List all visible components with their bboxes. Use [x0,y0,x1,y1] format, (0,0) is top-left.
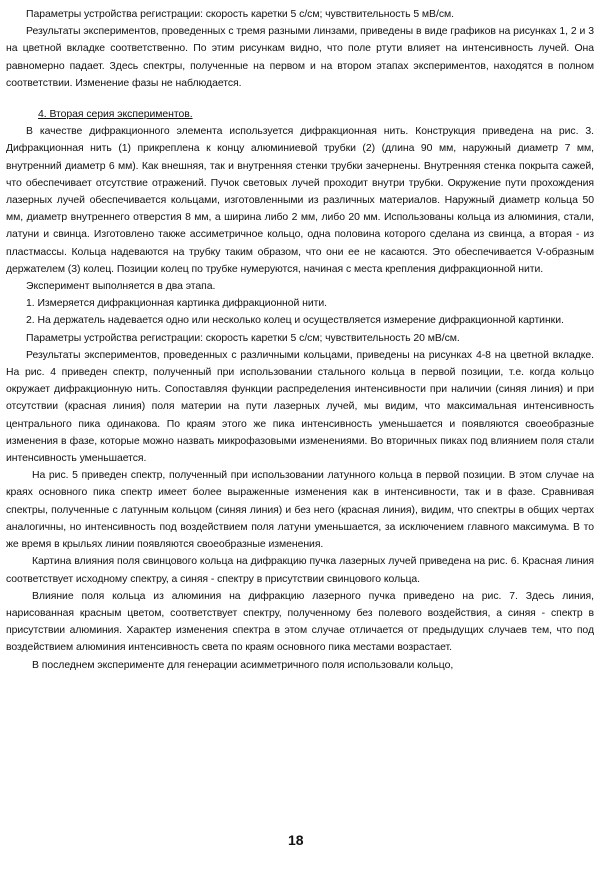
paragraph: В качестве дифракционного элемента используется дифракционная нить. Конструкция приведена на рис. 3. Дифракционная нить (1) прикреплена к концу алюминиевой трубки (2) (длина 90 мм, наружный диаметр 7 мм, внутренний диаметр 6 мм). Как внешняя, так и внутренняя стенки трубки зачернены. Внутренняя стенка покрыта сажей, что обеспечивает отсутствие отражений. Пучок световых лучей проходит внутри трубки. Окружение пути прохождения лазерных лучей обеспечивается кольцами, изготовленными из различных материалов. Наружный диаметр кольца 50 мм, диаметр внутреннего отверстия 8 мм, а ширина либо 2 мм, либо 20 мм. Использованы кольца из алюминия, стали, латуни и свинца. Изготовлено также ассиметричное кольцо, одна половина которого сделана из свинца, а вторая - из пластмассы. Кольца надеваются на трубку таким образом, что они ее не касаются. Это обеспечивается V-образным держателем (3) колец. Позиции колец по трубке нумеруются, начиная с места крепления дифракционной нити. [6,126,594,275]
list-item: 1. Измеряется дифракционная картинка дифракционной нити. [26,298,328,310]
paragraph: В последнем эксперименте для генерации асимметричного поля использовали кольцо, [32,659,454,671]
paragraph: Параметры устройства регистрации: скорость каретки 5 с/см; чувствительность 5 мВ/см. [26,9,454,20]
page-number: 18 [288,832,304,848]
section-heading: 4. Вторая серия экспериментов. [38,109,193,121]
paragraph: Результаты экспериментов, проведенных с различными кольцами, приведены на рисунках 4-8 на цветной вкладке. На рис. 4 приведен спектр, полученный при использовании стального кольца в первой позиции, т.е. когда кольцо окружает дифракционную нить. Сопоставляя функции распределения интенсивности при наличии (синяя линия) и при отсутствии (красная линия) поля материи на пути лазерных лучей, мы видим, что максимальная интенсивность центрального пика одинакова. По краям этого же пика интенсивность уменьшается и появляются своеобразные изменения в фазе, которые можно назвать микрофазовыми изменениями. Во вторичных пиках под влиянием поля стали интенсивность уменьшается. [6,349,594,465]
paragraph: Результаты экспериментов, проведенных с тремя разными линзами, приведены в виде графиков на рисунках 1, 2 и 3 на цветной вкладке соответственно. По этим рисункам видно, что поле ртути влияет на интенсивность лучей. Она равномерно падает. Здесь спектры, полученные на первом и на втором этапах экспериментов, находятся в полном соответствии. Изменение фазы не наблюдается. [6,26,594,89]
paragraph: На рис. 5 приведен спектр, полученный при использовании латунного кольца в первой позиции. В этом случае на краях основного пика спектр имеет более выраженные изменения как в интенсивности, так и в фазе. Сравнивая спектры, полученные с латунным кольцом (синяя линия) и без него (красная линия), видим, что спектры в общих чертах аналогичны, но интенсивность под воздействием поля латуни уменьшается, за исключением главного максимума. В то же время в крыльях линии появляются своеобразные изменения. [6,470,594,551]
list-item: 2. На держатель надевается одно или несколько колец и осуществляется измерение дифракционной картинки. [26,315,564,327]
paragraph: Параметры устройства регистрации: скорость каретки 5 с/см; чувствительность 20 мВ/см. [26,332,460,344]
paragraph: Влияние поля кольца из алюминия на дифракцию лазерного пучка приведено на рис. 7. Здесь линия, нарисованная красным цветом, соответствует спектру, полученному без полевого воздействия, а синяя - спектр в присутствии алюминия. Характер изменения спектра в этом случае отличается от предыдущих случаев тем, что под воздействием алюминия интенсивность света по краям основного пика местами возрастает. [6,590,594,654]
document-page [6,6,594,870]
paragraph: Эксперимент выполняется в два этапа. [26,281,216,293]
paragraph: Картина влияния поля свинцового кольца на дифракцию пучка лазерных лучей приведена на рис. 6. Красная линия соответствует исходному спектру, а синяя - спектру в присутствии свинцового кольца. [6,556,594,585]
spacer [6,92,594,106]
